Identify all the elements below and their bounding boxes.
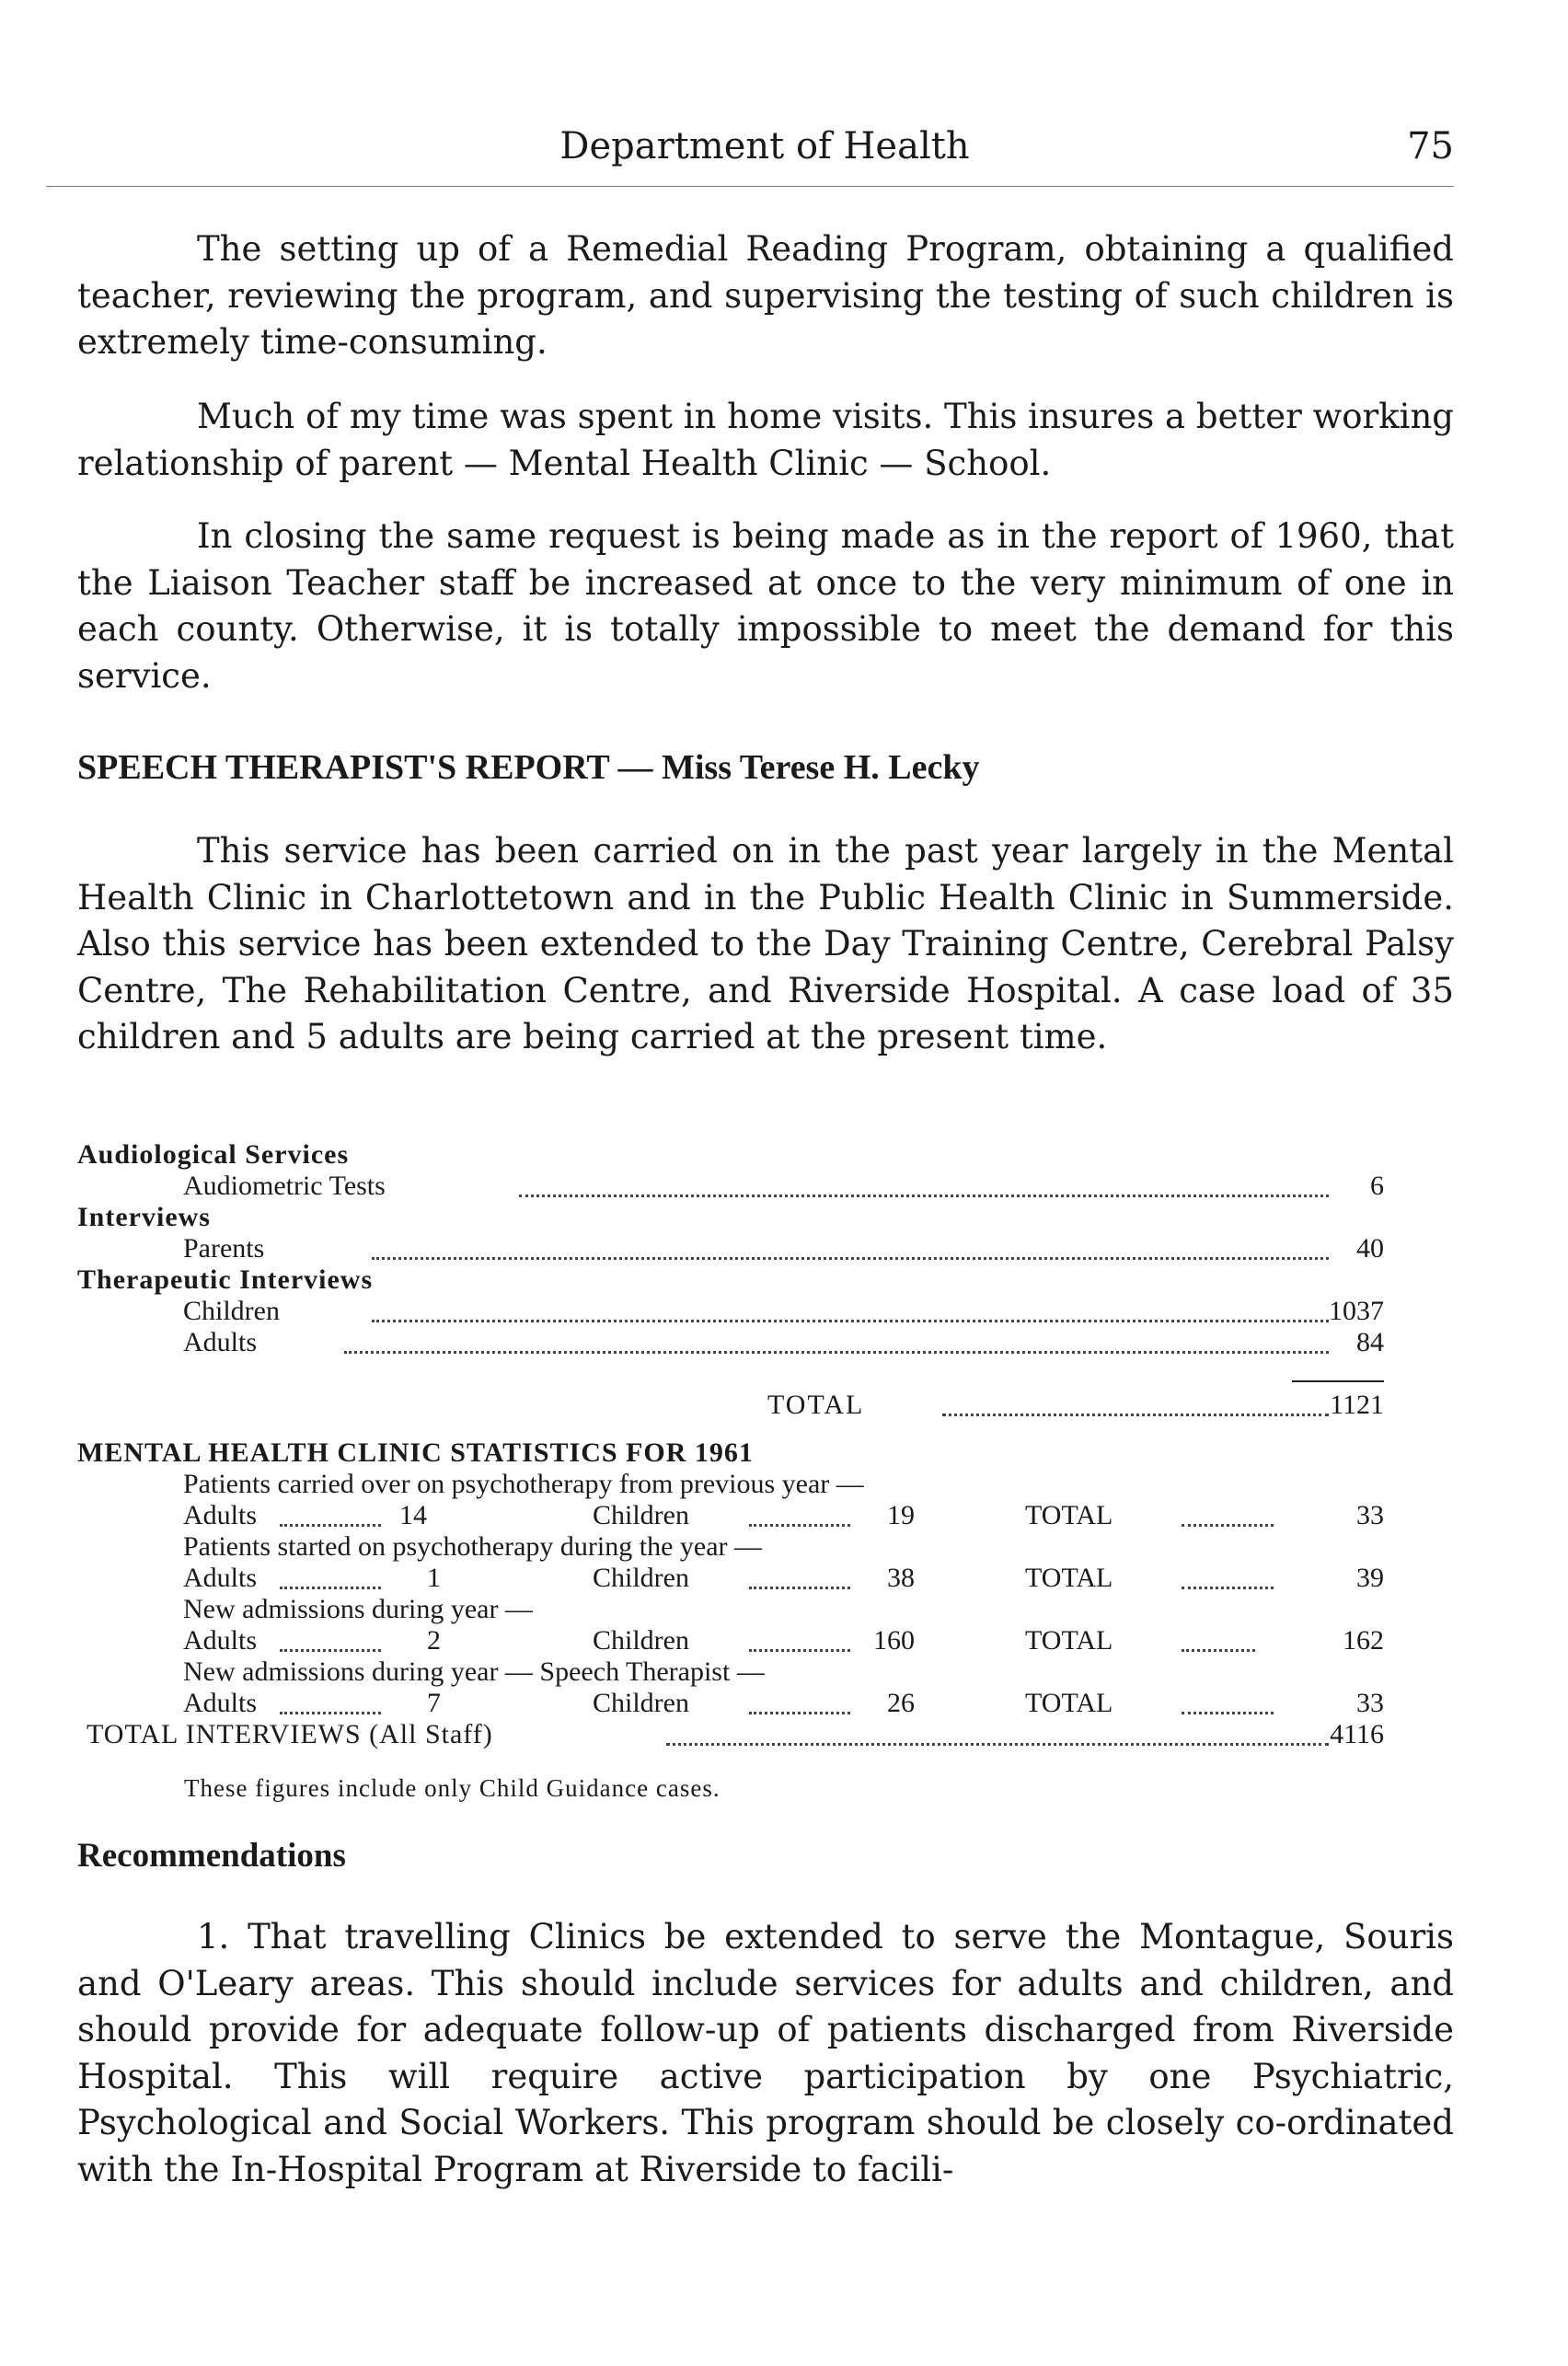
dot-leader (749, 1712, 850, 1714)
children-label: Children (593, 1563, 689, 1593)
total-label: TOTAL (1025, 1563, 1113, 1593)
row-label-parents: Parents (183, 1233, 265, 1264)
dot-leader (280, 1587, 381, 1589)
dot-leader (372, 1257, 1329, 1260)
value-children: 1037 (1329, 1296, 1384, 1326)
total-label: TOTAL (1025, 1500, 1113, 1530)
adults-label: Adults (183, 1625, 258, 1656)
dot-leader (749, 1587, 850, 1589)
page-number: 75 (1407, 125, 1454, 167)
dot-leader (666, 1743, 1329, 1746)
row-label-children: Children (183, 1296, 280, 1326)
dot-leader (344, 1351, 1329, 1354)
footnote: These figures include only Child Guidance cases. (184, 1774, 721, 1802)
children-label: Children (593, 1688, 689, 1718)
dot-leader (1182, 1649, 1255, 1652)
row-label-adults: Adults (183, 1327, 258, 1357)
total-value: 162 (1343, 1625, 1384, 1656)
paragraph-home-visits: Much of my time was spent in home visits. This insures a better working relationship of parent — Mental Health Clinic — School. (77, 397, 1454, 483)
category-therapeutic: Therapeutic Interviews (77, 1264, 374, 1295)
sum-rule (1292, 1380, 1384, 1382)
children-value: 19 (887, 1500, 915, 1530)
dot-leader (749, 1524, 850, 1527)
section-new-admissions-speech: New admissions during year — Speech Therapist — (183, 1656, 765, 1687)
paragraph-closing-request: In closing the same request is being made as in the report of 1960, that the Liaison Teacher staff be increased at once to the very minimum of one in each county. Otherwise, it is totally impossible to meet the demand for this service. (77, 516, 1454, 696)
running-header (75, 125, 1454, 180)
row-label-audiometric: Audiometric Tests (183, 1171, 386, 1201)
children-label: Children (593, 1500, 689, 1530)
adults-label: Adults (183, 1563, 258, 1593)
value-audiometric: 6 (1370, 1171, 1384, 1201)
children-value: 38 (887, 1563, 915, 1593)
total-value: 1121 (1330, 1390, 1384, 1420)
dot-leader (280, 1649, 381, 1652)
recommendations-heading: Recommendations (77, 1837, 346, 1875)
children-value: 26 (887, 1688, 915, 1718)
total-value: 39 (1356, 1563, 1384, 1593)
paragraph-remedial-reading: The setting up of a Remedial Reading Program, obtaining a qualified teacher, reviewing the program, and supervising the testing of such children is extremely time-consuming. (77, 229, 1454, 362)
dot-leader (280, 1712, 381, 1714)
adults-value: 7 (427, 1688, 441, 1718)
adults-label: Adults (183, 1688, 258, 1718)
paragraph-speech-service: This service has been carried on in the past year largely in the Mental Health Clinic in Charlottetown and in the Public Health Clinic in Summerside. Also this service has been extended to the Day Training Centre, Cerebral Palsy Centre, The Rehabilitation Centre, and Riverside Hospital. A case load of 35 children and 5 adults are being carried at the present time. (77, 831, 1454, 1056)
speech-therapist-heading: SPEECH THERAPIST'S REPORT — Miss Terese H. Lecky (77, 748, 980, 787)
category-interviews: Interviews (77, 1202, 211, 1232)
total-interviews-label: TOTAL INTERVIEWS (All Staff) (86, 1719, 493, 1749)
header-title: Department of Health (559, 125, 970, 167)
total-label: TOTAL (1025, 1688, 1113, 1718)
total-label: TOTAL (1025, 1625, 1113, 1656)
children-value: 160 (873, 1625, 915, 1656)
recommendation-item-1: 1. That travelling Clinics be extended to serve the Montague, Souris and O'Leary areas. This should include services for adults and children, and should provide for adequate follow-up of patients discharged from Riverside Hospital. This will require active participation by one Psychiatric, Psychological and Social Workers. This program should be closely co-ordinated with the In-Hospital Program at Riverside to facili- (77, 1917, 1454, 2189)
section-new-admissions: New admissions during year — (183, 1594, 533, 1624)
dot-leader (749, 1649, 850, 1652)
total-interviews-value: 4116 (1330, 1719, 1384, 1749)
adults-value: 1 (427, 1563, 441, 1593)
dot-leader (372, 1320, 1329, 1322)
section-carried-over: Patients carried over on psychotherapy from previous year — (183, 1469, 864, 1499)
value-adults: 84 (1356, 1327, 1384, 1357)
adults-value: 14 (399, 1500, 427, 1530)
dot-leader (519, 1195, 1329, 1197)
total-label: TOTAL (767, 1390, 865, 1420)
header-rule (46, 186, 1454, 187)
total-value: 33 (1356, 1500, 1384, 1530)
adults-label: Adults (183, 1500, 258, 1530)
adults-value: 2 (427, 1625, 441, 1656)
section-started: Patients started on psychotherapy during the year — (183, 1531, 763, 1562)
category-audiological: Audiological Services (77, 1139, 350, 1170)
value-parents: 40 (1356, 1233, 1384, 1264)
clinic-statistics-title: MENTAL HEALTH CLINIC STATISTICS FOR 1961 (77, 1437, 754, 1468)
dot-leader (280, 1524, 381, 1527)
children-label: Children (593, 1625, 689, 1656)
total-value: 33 (1356, 1688, 1384, 1718)
